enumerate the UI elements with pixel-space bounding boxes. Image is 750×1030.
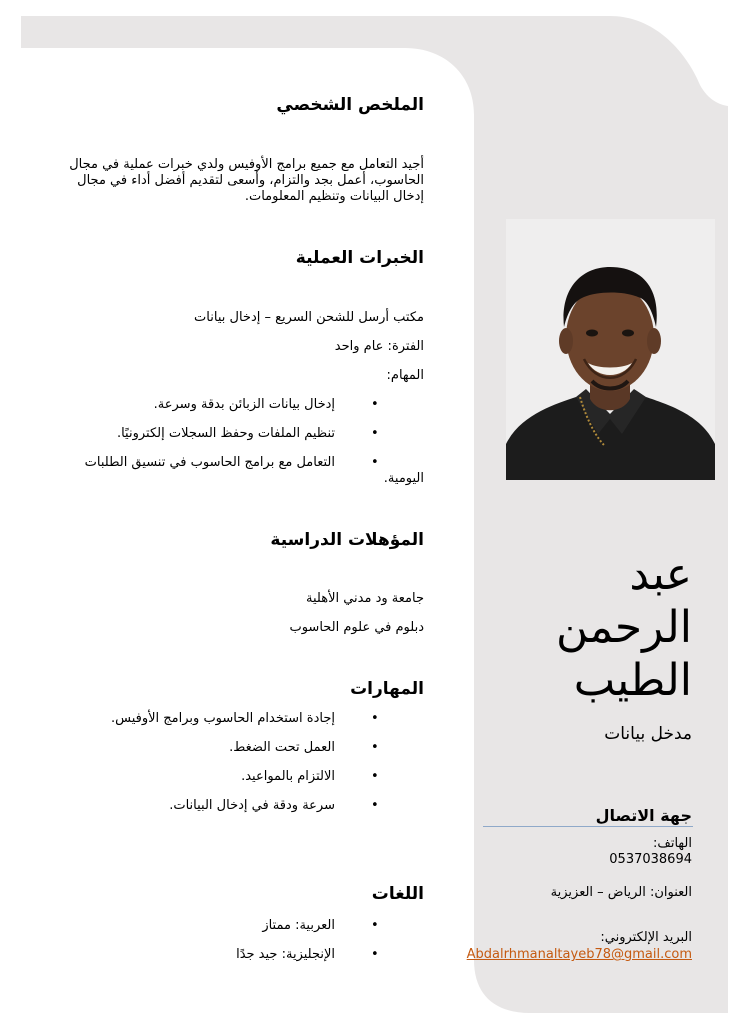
email-link[interactable]: Abdalrhmanaltayeb78@gmail.com <box>466 947 692 962</box>
bullet-icon: • <box>371 769 379 784</box>
phone-number: 0537038694 <box>609 852 692 867</box>
bullet-icon: • <box>371 798 379 813</box>
skill-item: سرعة ودقة في إدخال البيانات. <box>169 798 335 813</box>
summary-title: الملخص الشخصي <box>276 95 424 115</box>
language-item: العربية: ممتاز <box>262 918 335 933</box>
name-line: الطيب <box>573 655 692 706</box>
bullet-icon: • <box>371 947 379 962</box>
experience-period: الفترة: عام واحد <box>334 339 424 354</box>
job-title: مدخل بيانات <box>604 724 692 744</box>
profile-photo <box>506 219 715 480</box>
bullet-icon: • <box>371 397 379 412</box>
experience-title: الخبرات العملية <box>295 248 424 268</box>
bullet-icon: • <box>371 455 379 470</box>
phone-label: الهاتف: <box>653 836 692 851</box>
person-portrait-icon <box>506 219 715 480</box>
bullet-icon: • <box>371 918 379 933</box>
summary-text: أجيد التعامل مع جميع برامج الأوفيس ولدي خبرات عملية في مجال الحاسوب، أعمل بجد والتزام، وأسعى لتقديم أفضل أداء في مجال إدخال البيانات وتنظيم المعلومات. <box>69 157 424 204</box>
task-item: التعامل مع برامج الحاسوب في تنسيق الطلبات <box>84 455 335 470</box>
bullet-icon: • <box>371 740 379 755</box>
task-item-continuation: اليومية. <box>383 471 424 486</box>
skills-title: المهارات <box>350 679 424 699</box>
bullet-icon: • <box>371 711 379 726</box>
name-line: الرحمن <box>555 602 692 653</box>
contact-title: جهة الاتصال <box>595 806 692 825</box>
email-label: البريد الإلكتروني: <box>600 930 692 945</box>
bullet-icon: • <box>371 426 379 441</box>
task-item: إدخال بيانات الزبائن بدقة وسرعة. <box>153 397 335 412</box>
skill-item: العمل تحت الضغط. <box>229 740 335 755</box>
language-item: الإنجليزية: جيد جدًا <box>236 947 335 962</box>
experience-tasks-label: المهام: <box>386 368 424 383</box>
address-line: العنوان: الرياض – العزيزية <box>550 885 692 900</box>
education-university: جامعة ود مدني الأهلية <box>306 591 424 606</box>
experience-company: مكتب أرسل للشحن السريع – إدخال بيانات <box>194 310 424 325</box>
education-degree: دبلوم في علوم الحاسوب <box>289 620 424 635</box>
contact-divider <box>483 826 693 827</box>
name-line: عبد <box>629 549 692 600</box>
task-item: تنظيم الملفات وحفظ السجلات إلكترونيًا. <box>116 426 335 441</box>
skill-item: الالتزام بالمواعيد. <box>241 769 335 784</box>
skill-item: إجادة استخدام الحاسوب وبرامج الأوفيس. <box>111 711 335 726</box>
person-name <box>556 548 692 707</box>
languages-title: اللغات <box>371 884 424 904</box>
education-title: المؤهلات الدراسية <box>270 530 424 550</box>
